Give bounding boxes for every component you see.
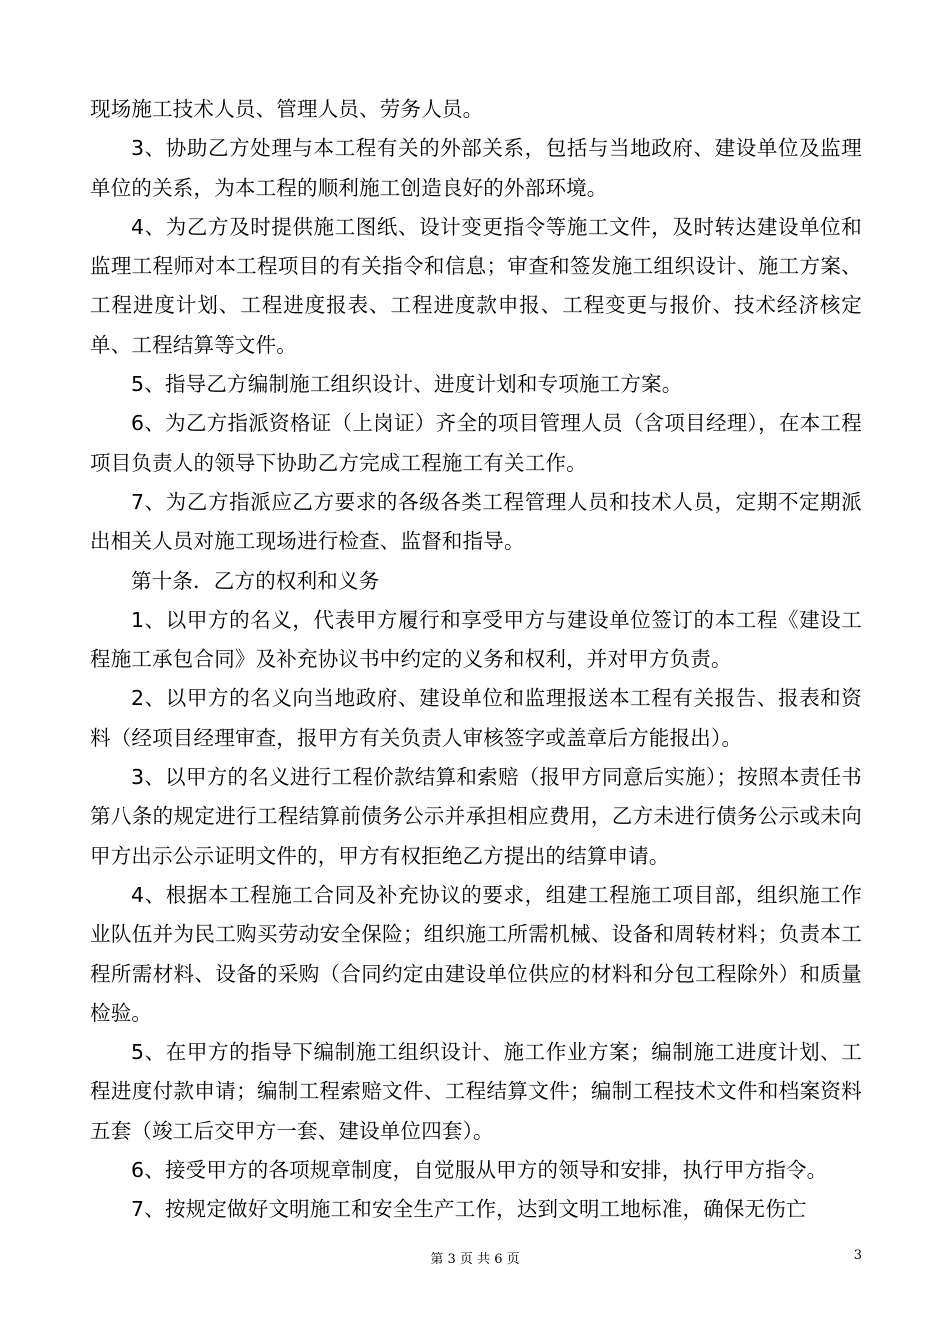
paragraph: 1、以甲方的名义，代表甲方履行和享受甲方与建设单位签订的本工程《建设工程施工承包合同》及补充协议书中约定的义务和权利，并对甲方负责。 <box>90 607 862 672</box>
paragraph: 6、为乙方指派资格证（上岗证）齐全的项目管理人员（含项目经理），在本工程项目负责人的领导下协助乙方完成工程施工有关工作。 <box>90 411 862 475</box>
paragraph: 5、指导乙方编制施工组织设计、进度计划和专项施工方案。 <box>131 372 683 397</box>
paragraph: 4、根据本工程施工合同及补充协议的要求，组建工程施工项目部，组织施工作业队伍并为民工购买劳动安全保险；组织施工所需机械、设备和周转材料；负责本工程所需材料、设备的采购（合同约定由建设单位供应的材料和分包工程除外）和质量检验。 <box>90 882 862 1025</box>
paragraph: 7、为乙方指派应乙方要求的各级各类工程管理人员和技术人员，定期不定期派出相关人员对施工现场进行检查、监督和指导。 <box>90 489 862 554</box>
paragraph: 7、按规定做好文明施工和安全生产工作，达到文明工地标准，确保无伤亡 <box>131 1197 807 1222</box>
section-heading: 第十条．乙方的权利和义务 <box>131 568 380 593</box>
page-footer <box>0 1248 950 1268</box>
paragraph: 3、协助乙方处理与本工程有关的外部关系，包括与当地政府、建设单位及监理单位的关系，为本工程的顺利施工创造良好的外部环境。 <box>90 136 862 200</box>
paragraph: 现场施工技术人员、管理人员、劳务人员。 <box>90 97 484 121</box>
page-number: 3 <box>853 1248 862 1263</box>
paragraph: 4、为乙方及时提供施工图纸、设计变更指令等施工文件，及时转达建设单位和监理工程师对本工程项目的有关指令和信息；审查和签发施工组织设计、施工方案、工程进度计划、工程进度报表、工程进度款申报、工程变更与报价、技术经济核定单、工程结算等文件。 <box>90 214 862 357</box>
paragraph: 3、以甲方的名义进行工程价款结算和索赔（报甲方同意后实施）；按照本责任书第八条的规定进行工程结算前债务公示并承担相应费用，乙方未进行债务公示或未向甲方出示公示证明文件的，甲方有权拒绝乙方提出的结算申请。 <box>90 765 862 868</box>
paragraph: 5、在甲方的指导下编制施工组织设计、施工作业方案；编制施工进度计划、工程进度付款申请；编制工程索赔文件、工程结算文件；编制工程技术文件和档案资料五套（竣工后交甲方一套、建设单位四套）。 <box>90 1040 862 1143</box>
document-body <box>90 90 862 1230</box>
page-label: 第 3 页 共 6 页 <box>430 1252 520 1267</box>
paragraph: 6、接受甲方的各项规章制度，自觉服从甲方的领导和安排，执行甲方指令。 <box>131 1158 828 1183</box>
paragraph: 2、以甲方的名义向当地政府、建设单位和监理报送本工程有关报告、报表和资料（经项目经理审查，报甲方有关负责人审核签字或盖章后方能报出）。 <box>90 686 862 750</box>
